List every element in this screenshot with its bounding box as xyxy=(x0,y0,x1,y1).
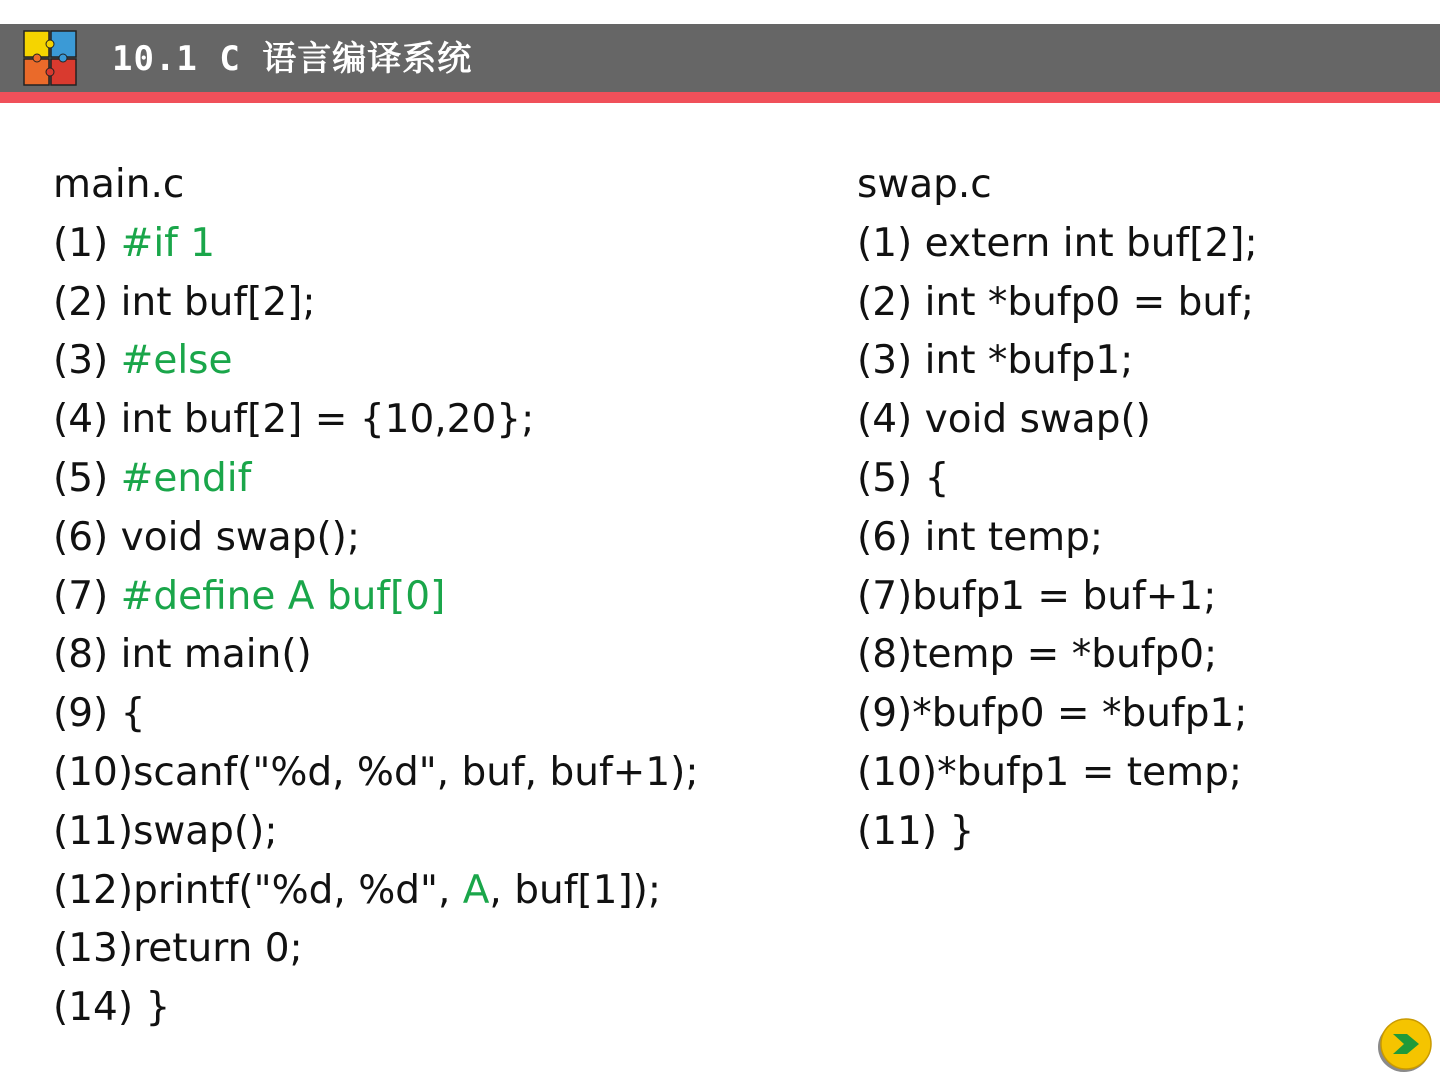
line-code: int buf[2] = {10,20}; xyxy=(120,397,535,443)
swap-c-code-lines xyxy=(857,215,1258,862)
line-code: *bufp0 = *bufp1; xyxy=(912,691,1248,737)
swap-c-line xyxy=(857,626,1258,685)
main-c-line xyxy=(53,803,699,862)
line-code: bufp1 = buf+1; xyxy=(912,573,1217,619)
main-c-line xyxy=(53,274,699,333)
line-code: swap(); xyxy=(133,808,278,854)
line-separator xyxy=(108,221,120,266)
line-code: int *bufp0 = buf; xyxy=(924,279,1254,325)
line-number: (11) xyxy=(857,808,938,854)
swap-c-line xyxy=(857,744,1258,803)
line-number: (14) xyxy=(53,985,134,1031)
swap-c-listing xyxy=(857,156,1258,862)
swap-c-line xyxy=(857,332,1258,391)
line-code: scanf("%d, %d", buf, buf+1); xyxy=(133,749,699,795)
main-c-line xyxy=(53,979,699,1038)
main-c-line xyxy=(53,450,699,509)
line-separator xyxy=(108,515,120,560)
line-code: void swap() xyxy=(924,397,1151,443)
line-separator xyxy=(912,397,924,442)
line-preprocessor: #define A buf[0] xyxy=(120,573,446,619)
line-separator xyxy=(937,809,949,854)
main-c-line xyxy=(53,332,699,391)
next-arrow-icon xyxy=(1377,1017,1433,1073)
line-number: (1) xyxy=(857,220,913,266)
line-number: (10) xyxy=(857,749,938,795)
main-c-line xyxy=(53,568,699,627)
line-separator xyxy=(108,691,120,736)
line-preprocessor: #if 1 xyxy=(120,220,216,266)
main-c-listing xyxy=(53,156,699,1038)
main-c-code-lines xyxy=(53,215,699,1038)
line-preprocessor: #else xyxy=(120,338,233,384)
line-number: (4) xyxy=(857,397,913,443)
line-code: *bufp1 = temp; xyxy=(937,749,1242,795)
header-stripe xyxy=(0,92,1440,103)
line-separator xyxy=(912,456,924,501)
line-code: extern int buf[2]; xyxy=(924,220,1258,266)
line-code: } xyxy=(949,808,975,854)
line-number: (12) xyxy=(53,867,134,913)
line-separator xyxy=(108,632,120,677)
line-number: (3) xyxy=(53,338,109,384)
line-number: (13) xyxy=(53,926,134,972)
swap-c-line xyxy=(857,685,1258,744)
line-separator xyxy=(912,338,924,383)
main-c-line xyxy=(53,862,699,921)
line-code: int temp; xyxy=(924,514,1104,560)
page-title: 10.1 C 语言编译系统 xyxy=(112,39,473,79)
line-separator xyxy=(108,397,120,442)
line-code: int buf[2]; xyxy=(120,279,316,325)
line-separator xyxy=(912,515,924,560)
line-code: } xyxy=(145,985,171,1031)
main-c-filename: main.c xyxy=(53,162,185,207)
line-code: int main() xyxy=(120,632,312,678)
main-c-line xyxy=(53,215,699,274)
line-number: (10) xyxy=(53,749,134,795)
main-c-line xyxy=(53,920,699,979)
main-c-line xyxy=(53,509,699,568)
line-number: (6) xyxy=(53,514,109,560)
line-code: { xyxy=(120,691,146,737)
line-code: { xyxy=(924,455,950,501)
line-code-tail: , buf[1]); xyxy=(489,867,662,913)
line-separator xyxy=(108,574,120,619)
line-preprocessor: A xyxy=(462,867,490,913)
main-c-line xyxy=(53,685,699,744)
swap-c-line xyxy=(857,509,1258,568)
line-number: (2) xyxy=(857,279,913,325)
line-number: (7) xyxy=(857,573,913,619)
line-number: (5) xyxy=(53,455,109,501)
puzzle-logo-icon xyxy=(22,29,78,87)
next-slide-button[interactable] xyxy=(1377,1017,1433,1073)
line-separator xyxy=(108,456,120,501)
line-number: (5) xyxy=(857,455,913,501)
line-code: int *bufp1; xyxy=(924,338,1134,384)
swap-c-line xyxy=(857,391,1258,450)
main-c-line xyxy=(53,744,699,803)
line-code: return 0; xyxy=(133,926,303,972)
line-separator xyxy=(108,338,120,383)
line-number: (11) xyxy=(53,808,134,854)
swap-c-line xyxy=(857,215,1258,274)
line-separator xyxy=(912,280,924,325)
line-code: temp = *bufp0; xyxy=(912,632,1218,678)
main-c-line xyxy=(53,626,699,685)
line-code: void swap(); xyxy=(120,514,361,560)
line-number: (6) xyxy=(857,514,913,560)
swap-c-filename: swap.c xyxy=(857,162,992,207)
main-c-line xyxy=(53,391,699,450)
swap-c-line xyxy=(857,803,1258,862)
line-separator xyxy=(108,280,120,325)
swap-c-line xyxy=(857,568,1258,627)
line-number: (9) xyxy=(857,691,913,737)
line-number: (7) xyxy=(53,573,109,619)
line-number: (8) xyxy=(53,632,109,678)
line-number: (9) xyxy=(53,691,109,737)
line-preprocessor: #endif xyxy=(120,455,252,501)
top-margin xyxy=(0,0,1440,24)
line-separator xyxy=(133,985,145,1030)
line-number: (4) xyxy=(53,397,109,443)
line-number: (8) xyxy=(857,632,913,678)
swap-c-line xyxy=(857,450,1258,509)
line-number: (2) xyxy=(53,279,109,325)
swap-c-line xyxy=(857,274,1258,333)
line-number: (1) xyxy=(53,220,109,266)
line-number: (3) xyxy=(857,338,913,384)
line-separator xyxy=(912,221,924,266)
line-code: printf("%d, %d", xyxy=(133,867,463,913)
